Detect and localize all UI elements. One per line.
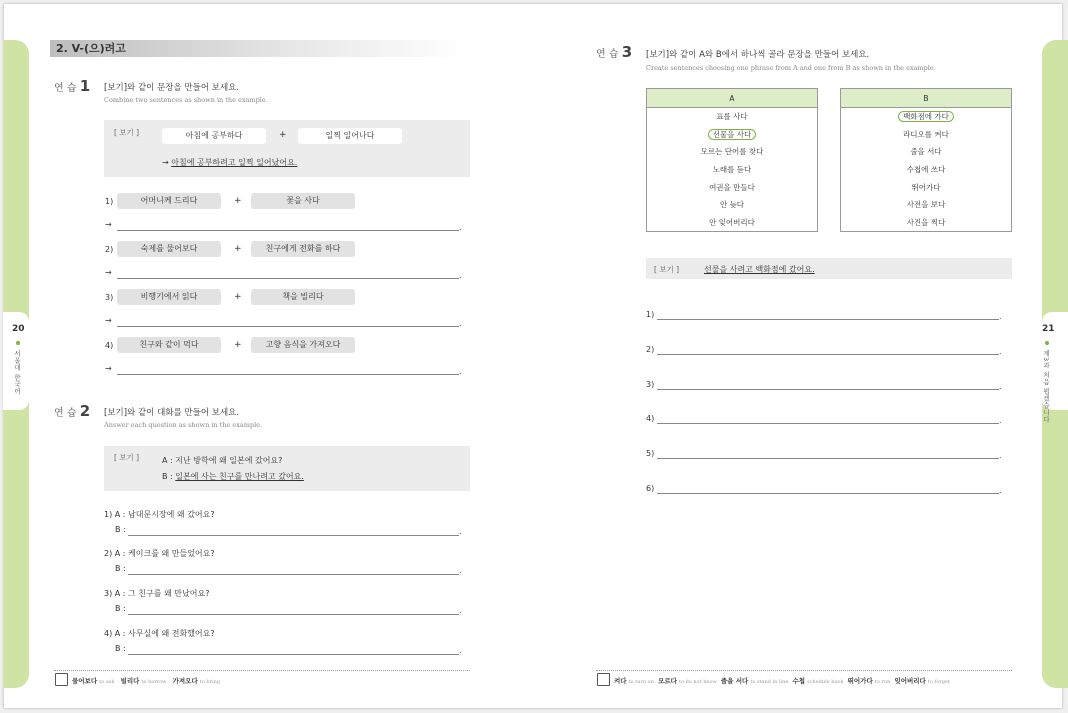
ex1-item-phrase-a: 비행기에서 읽다 — [117, 289, 221, 305]
ex2-answer-line[interactable] — [128, 614, 459, 615]
left-page-number: 20 — [12, 324, 25, 334]
ex2-item-question: 3) A : 그 친구를 왜 만났어요? — [104, 589, 210, 598]
ex1-item-phrase-b: 꽃을 사다 — [251, 193, 355, 209]
ex3-answer-period: . — [999, 451, 1002, 460]
ex3-a-item: 여권을 만들다 — [647, 178, 818, 196]
ex2-example-tag: [ 보기 ] — [114, 453, 140, 462]
ex2-answer-line[interactable] — [128, 654, 459, 655]
ex3-a-item-circled: 선물을 사다 — [647, 126, 818, 144]
ex3-answer-period: . — [999, 347, 1002, 356]
ex1-item-num: 1) — [105, 197, 114, 206]
left-side-text: 서울대 한국어 — [13, 350, 21, 395]
ex1-answer-line[interactable] — [117, 326, 459, 327]
ex2-example-answer: B : 일본에 사는 친구를 만나려고 갔어요. — [162, 472, 304, 481]
ex3-label: 연 습 3 — [596, 43, 633, 61]
ex1-answer-period: . — [459, 271, 462, 280]
ex3-answer-num: 5) — [646, 449, 655, 458]
ex3-b-item: 수첩에 쓰다 — [841, 161, 1012, 179]
ex1-answer-arrow: → — [105, 220, 112, 229]
ex3-a-item: 표를 사다 — [647, 108, 818, 126]
ex2-example-question: A : 지난 방학에 왜 일본에 갔어요? — [162, 456, 283, 465]
ex2-item-b-label: B : — [115, 525, 126, 534]
ex2-item-question: 2) A : 케이크를 왜 만들었어요? — [104, 549, 215, 558]
left-vocab-divider — [54, 670, 470, 671]
ex1-item-num: 2) — [105, 245, 114, 254]
ex1-answer-period: . — [459, 367, 462, 376]
ex2-answer-period: . — [459, 606, 462, 615]
ex2-label: 연 습 2 — [54, 402, 91, 420]
ex2-instruction: [보기]와 같이 대화를 만들어 보세요. — [104, 408, 240, 418]
ex3-answer-line[interactable] — [657, 354, 999, 355]
ex3-column-a-header: A — [647, 89, 818, 108]
ex3-answer-num: 3) — [646, 380, 655, 389]
ex1-item-num: 3) — [105, 293, 114, 302]
ex1-item-plus: + — [234, 292, 242, 302]
ex3-answer-line[interactable] — [657, 458, 999, 459]
ex3-column-b-table — [840, 88, 1012, 232]
ex3-answer-line[interactable] — [657, 423, 999, 424]
ex3-a-item: 모르는 단어를 찾다 — [647, 143, 818, 161]
ex3-b-item-circled: 백화점에 가다 — [841, 108, 1012, 126]
ex3-answer-num: 6) — [646, 484, 655, 493]
ex2-example-box — [104, 446, 470, 491]
ex1-label: 연 습 1 — [54, 77, 91, 95]
ex3-answer-period: . — [999, 486, 1002, 495]
ex3-instruction-en: Create sentences choosing one phrase from A and one from B as shown in the example. — [646, 64, 936, 72]
ex1-instruction: [보기]와 같이 문장을 만들어 보세요. — [104, 83, 240, 93]
ex1-item-plus: + — [234, 244, 242, 254]
ex1-answer-line[interactable] — [117, 278, 459, 279]
ex1-answer-arrow: → — [105, 316, 112, 325]
pencil-icon — [597, 673, 610, 686]
ex2-item-question: 1) A : 남대문시장에 왜 갔어요? — [104, 510, 215, 519]
ex3-answer-num: 4) — [646, 414, 655, 423]
right-page-dot — [1045, 341, 1049, 345]
ex3-b-item: 줄을 서다 — [841, 143, 1012, 161]
right-vocab-divider — [596, 670, 1012, 671]
ex1-item-phrase-a: 친구와 같이 먹다 — [117, 337, 221, 353]
ex1-answer-line[interactable] — [117, 374, 459, 375]
ex3-answer-period: . — [999, 416, 1002, 425]
ex1-item-plus: + — [234, 340, 242, 350]
ex3-b-item: 라디오를 켜다 — [841, 126, 1012, 144]
ex2-answer-line[interactable] — [128, 574, 459, 575]
ex1-item-num: 4) — [105, 341, 114, 350]
ex3-answer-line[interactable] — [657, 493, 999, 494]
ex1-example-tag: [ 보기 ] — [114, 128, 140, 137]
ex3-answer-period: . — [999, 312, 1002, 321]
ex3-answer-line[interactable] — [657, 389, 999, 390]
ex3-b-item: 뛰어가다 — [841, 178, 1012, 196]
ex3-answer-num: 2) — [646, 345, 655, 354]
ex1-answer-arrow: → — [105, 364, 112, 373]
ex2-answer-period: . — [459, 566, 462, 575]
left-vocab-list: 물어보다 to ask 빌리다 to borrow 가져오다 to bring — [72, 677, 221, 685]
ex1-answer-period: . — [459, 319, 462, 328]
ex3-example-tag: [ 보기 ] — [654, 265, 680, 274]
ex1-example-answer: → 아침에 공부하려고 일찍 일어났어요. — [162, 158, 298, 167]
ex2-item-b-label: B : — [115, 644, 126, 653]
right-vocab-list: 켜다 to turn on 모르다 to do not know 줄을 서다 to stand in line 수첩 schedule book 뛰어가다 to run 잊어버리다 to forget — [614, 677, 950, 685]
left-page-dot — [16, 341, 20, 345]
ex3-column-b-header: B — [841, 89, 1012, 108]
ex3-answer-line[interactable] — [657, 319, 999, 320]
ex2-item-b-label: B : — [115, 564, 126, 573]
section-title: 2. V-(으)려고 — [50, 40, 466, 57]
ex1-item-phrase-b: 고향 음식을 가져오다 — [251, 337, 355, 353]
ex1-item-phrase-b: 책을 빌리다 — [251, 289, 355, 305]
ex3-instruction: [보기]와 같이 A와 B에서 하나씩 골라 문장을 만들어 보세요. — [646, 50, 870, 60]
right-side-text: 제3과 처음 뵙겠습니다 — [1042, 350, 1050, 423]
ex1-example-phrase-b: 일찍 일어나다 — [298, 128, 402, 144]
ex2-answer-line[interactable] — [128, 535, 459, 536]
ex2-answer-period: . — [459, 646, 462, 655]
ex1-item-phrase-a: 숙제를 물어보다 — [117, 241, 221, 257]
ex1-example-plus: + — [279, 130, 287, 140]
ex1-example-box — [104, 120, 470, 177]
ex2-item-question: 4) A : 사무실에 왜 전화했어요? — [104, 629, 215, 638]
ex1-instruction-en: Combine two sentences as shown in the example. — [104, 96, 268, 104]
ex2-answer-period: . — [459, 527, 462, 536]
ex2-instruction-en: Answer each question as shown in the example. — [104, 421, 263, 429]
ex3-answer-num: 1) — [646, 310, 655, 319]
ex3-example-box — [646, 258, 1012, 279]
ex1-example-phrase-a: 아침에 공부하다 — [162, 128, 266, 144]
ex1-answer-arrow: → — [105, 268, 112, 277]
right-page-number: 21 — [1042, 324, 1055, 334]
ex3-a-item: 노래를 듣다 — [647, 161, 818, 179]
ex1-answer-line[interactable] — [117, 230, 459, 231]
ex3-example-answer: 선물을 사려고 백화점에 갔어요. — [704, 265, 815, 274]
ex3-a-item: 안 잊어버리다 — [647, 214, 818, 232]
ex1-answer-period: . — [459, 223, 462, 232]
ex3-column-a-table — [646, 88, 818, 232]
pencil-icon — [55, 673, 68, 686]
ex3-a-item: 안 늦다 — [647, 196, 818, 214]
ex1-item-plus: + — [234, 196, 242, 206]
ex3-answer-period: . — [999, 382, 1002, 391]
ex3-b-item: 사진을 찍다 — [841, 214, 1012, 232]
ex1-item-phrase-b: 친구에게 전화를 하다 — [251, 241, 355, 257]
ex3-b-item: 사전을 보다 — [841, 196, 1012, 214]
ex1-item-phrase-a: 어머니께 드리다 — [117, 193, 221, 209]
ex2-item-b-label: B : — [115, 604, 126, 613]
